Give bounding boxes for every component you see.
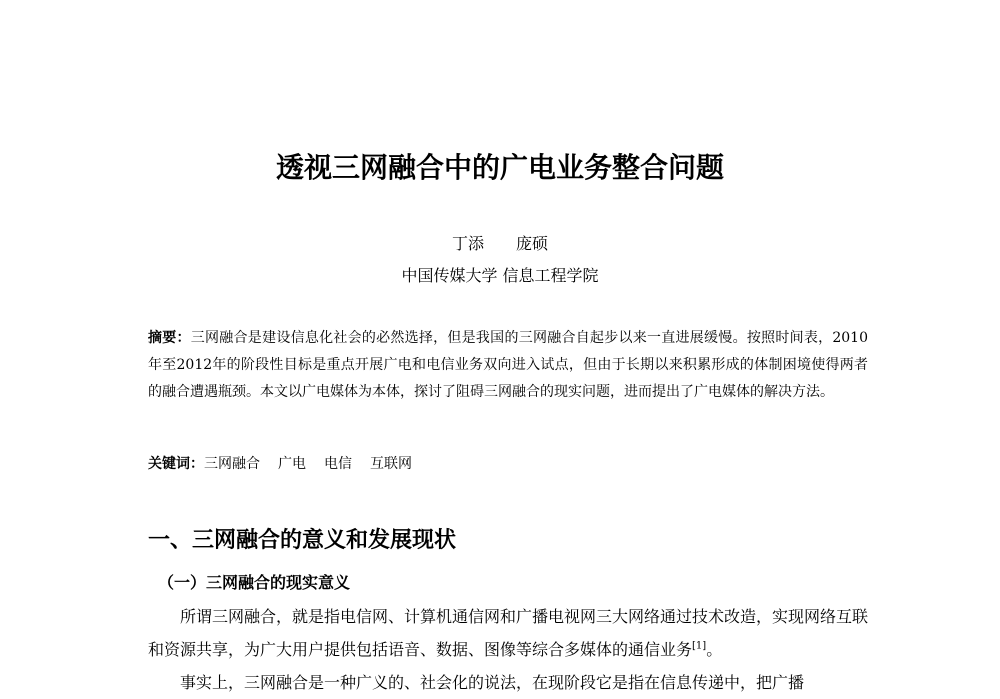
abstract-text: 三网融合是建设信息化社会的必然选择，但是我国的三网融合自起步以来一直进展缓慢。按照时间表，2010年至2012年的阶段性目标是重点开展广电和电信业务双向进入试点，但由于长期以来积累形成的体制困境使得两者的融合遭遇瓶颈。本文以广电媒体为本体，探讨了阻碍三网融合的现实问题，进而提出了广电媒体的解决方法。	[148, 330, 868, 400]
citation-reference: [1]	[692, 640, 707, 652]
affiliation: 中国传媒大学 信息工程学院	[401, 266, 599, 285]
abstract	[148, 325, 868, 406]
paragraph-end: 。	[706, 640, 723, 659]
body-paragraph-partial: 事实上，三网融合是一种广义的、社会化的说法，在现阶段它是指在信息传递中，把广播	[180, 673, 805, 692]
keyword: 广电	[278, 456, 306, 472]
body-paragraph	[148, 600, 868, 666]
section-heading: 一、三网融合的意义和发展现状	[148, 527, 457, 553]
keywords-label: 关键词：	[148, 456, 204, 472]
keyword: 互联网	[370, 456, 412, 472]
keyword: 电信	[324, 456, 352, 472]
paragraph-text: 所谓三网融合，就是指电信网、计算机通信网和广播电视网三大网络通过技术改造，实现网络互联和资源共享，为广大用户提供包括语音、数据、图像等综合多媒体的通信业务	[148, 607, 869, 659]
subsection-heading: （一）三网融合的现实意义	[158, 573, 351, 592]
paper-title: 透视三网融合中的广电业务整合问题	[275, 151, 724, 184]
abstract-label: 摘要：	[148, 330, 191, 346]
author-list: 丁添 庞硕	[451, 234, 548, 253]
keyword: 三网融合	[204, 456, 260, 472]
keywords	[148, 453, 868, 475]
